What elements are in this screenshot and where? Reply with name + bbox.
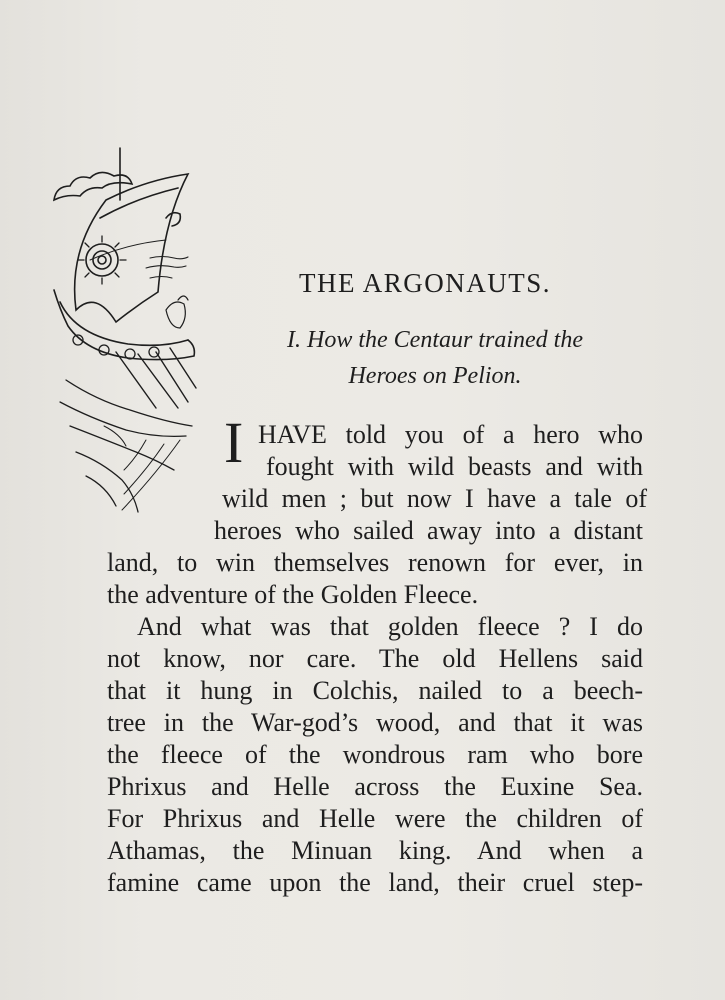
text-line: fought with wild beasts and with (266, 452, 643, 481)
text-line: Phrixus and Helle across the Euxine Sea. (107, 772, 643, 801)
text-line: heroes who sailed away into a distant (214, 516, 643, 545)
text-line: wild men ; but now I have a tale of (222, 484, 647, 513)
text-line: HAVE told you of a hero who (258, 420, 643, 449)
text-line: the fleece of the wondrous ram who bore (107, 740, 643, 769)
text-line: that it hung in Colchis, nailed to a beech- (107, 676, 643, 705)
text-line: not know, nor care. The old Hellens said (107, 644, 643, 673)
text-line: Athamas, the Minuan king. And when a (107, 836, 643, 865)
text-line: land, to win themselves renown for ever, in (107, 548, 643, 577)
text-line: For Phrixus and Helle were the children of (107, 804, 643, 833)
section-subtitle (240, 322, 630, 394)
subtitle-line: Heroes on Pelion. (348, 363, 522, 389)
drop-cap: I (224, 410, 244, 475)
text-line: tree in the War-god’s wood, and that it was (107, 708, 643, 737)
longship-with-oars-and-sun-sail-icon (46, 140, 206, 530)
text-line: And what was that golden fleece ? I do (137, 612, 643, 641)
text-line: the adventure of the Golden Fleece. (107, 580, 479, 609)
subtitle-line: I. How the Centaur trained the (287, 327, 583, 353)
text-line: famine came upon the land, their cruel step- (107, 868, 643, 897)
chapter-title: THE ARGONAUTS. (298, 268, 551, 298)
